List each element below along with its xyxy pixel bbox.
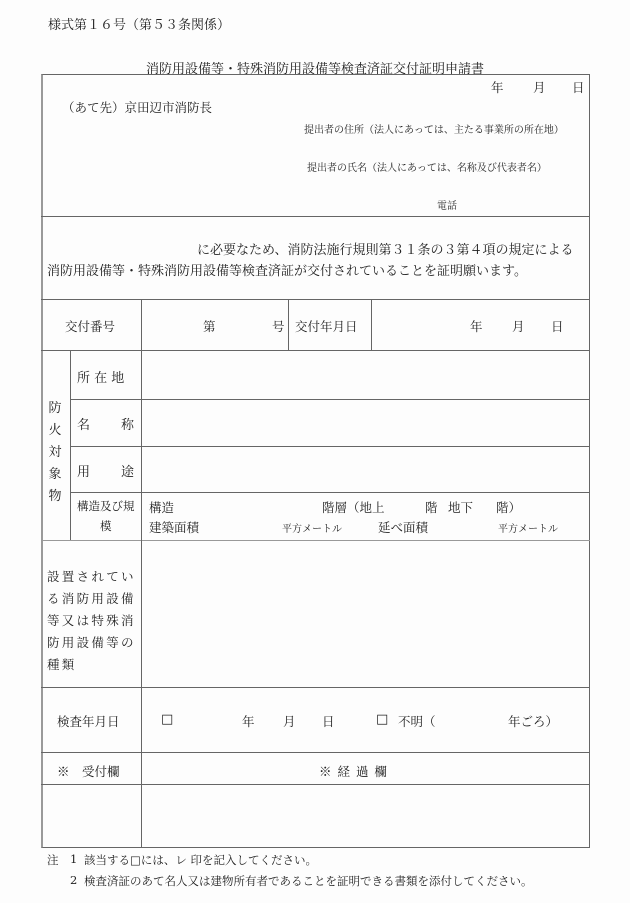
note-number: 1	[70, 852, 78, 866]
statement-line-2: 消防用設備等・特殊消防用設備等検査済証が交付されていることを証明願います。	[47, 264, 527, 279]
use-label-2: 途	[121, 465, 135, 480]
reception-label: ※ 受付欄	[57, 764, 120, 779]
use-label-1: 用	[77, 465, 91, 480]
name-label-1: 名	[77, 418, 91, 433]
inspection-year[interactable]: 年	[242, 714, 255, 729]
divider	[41, 540, 590, 541]
divider	[41, 299, 590, 300]
divider	[141, 299, 142, 848]
date-month-label: 月	[533, 80, 546, 95]
structure-label-2: 模	[100, 519, 112, 533]
floors-above-label: 階	[425, 500, 438, 515]
location-label: 所 在 地	[77, 371, 125, 386]
property-group-char: 対	[48, 445, 62, 460]
divider	[41, 784, 590, 785]
equipment-type-label: 設置されている消防用設備等又は特殊消防用設備等の種類	[47, 569, 136, 672]
divider	[288, 299, 289, 350]
property-group-char: 防	[48, 401, 62, 416]
structure-label-1: 構造及び規	[77, 499, 135, 513]
unknown-checkbox[interactable]: □	[376, 712, 389, 727]
phone-field[interactable]: 電話	[437, 201, 457, 212]
divider	[41, 216, 590, 217]
date-year-label: 年	[491, 80, 504, 95]
issuance-number-prefix[interactable]: 第	[203, 319, 216, 334]
inspection-date-label: 検査年月日	[57, 714, 120, 729]
floors-end-label: 階）	[496, 500, 522, 515]
total-floor-area-field[interactable]: 延べ面積	[378, 520, 429, 535]
structure-field[interactable]: 構造	[149, 500, 175, 515]
inspection-day[interactable]: 日	[322, 714, 335, 729]
name-label-2: 称	[121, 418, 135, 433]
note-text: 該当する□には、レ 印を記入してください。	[84, 853, 318, 867]
issuance-date-label: 交付年月日	[295, 319, 358, 334]
property-group-char: 火	[48, 423, 62, 438]
property-group-char: 象	[48, 467, 62, 482]
issuance-number-label: 交付番号	[65, 319, 116, 334]
issuance-month[interactable]: 月	[512, 319, 525, 334]
issuance-day[interactable]: 日	[551, 319, 564, 334]
divider	[70, 446, 590, 447]
issuance-number-suffix: 号	[272, 319, 285, 334]
property-group-label	[47, 398, 63, 508]
divider	[70, 350, 71, 540]
divider	[41, 752, 590, 753]
note-text: 検査済証のあて名人又は建物所有者であることを証明できる書類を添付してください。	[84, 874, 533, 888]
inspection-month[interactable]: 月	[283, 714, 296, 729]
notes-prefix: 注	[47, 853, 59, 867]
sqm-unit-2: 平方メートル	[498, 524, 558, 535]
applicant-name-field[interactable]: 提出者の氏名（法人にあっては、名称及び代表者名）	[307, 163, 547, 174]
form-number: 様式第１６号（第５３条関係）	[48, 18, 231, 33]
applicant-address-field[interactable]: 提出者の住所（法人にあっては、主たる事業所の所在地）	[304, 125, 564, 136]
building-area-field[interactable]: 建築面積	[149, 520, 200, 535]
unknown-label: 不明（	[398, 714, 436, 729]
divider	[41, 350, 590, 351]
note-number: 2	[70, 873, 78, 887]
property-group-char: 物	[48, 489, 62, 504]
divider	[371, 299, 372, 350]
floors-label: 階層（地上	[322, 500, 385, 515]
divider	[70, 492, 590, 493]
statement-line-1: に必要なため、消防法施行規則第３１条の３第４項の規定による	[197, 243, 574, 258]
approx-year-label: 年ごろ）	[508, 714, 559, 729]
divider	[70, 399, 590, 400]
document-title: 消防用設備等・特殊消防用設備等検査済証交付証明申請書	[145, 62, 484, 77]
floors-below-label: 地下	[448, 500, 474, 515]
date-day-label: 日	[572, 80, 585, 95]
addressee: （あて先）京田辺市消防長	[62, 100, 213, 115]
date-checkbox[interactable]: □	[161, 712, 174, 727]
sqm-unit-1: 平方メートル	[282, 524, 342, 535]
progress-label: ※ 経 過 欄	[319, 764, 388, 779]
divider	[41, 687, 590, 688]
issuance-year[interactable]: 年	[470, 319, 483, 334]
